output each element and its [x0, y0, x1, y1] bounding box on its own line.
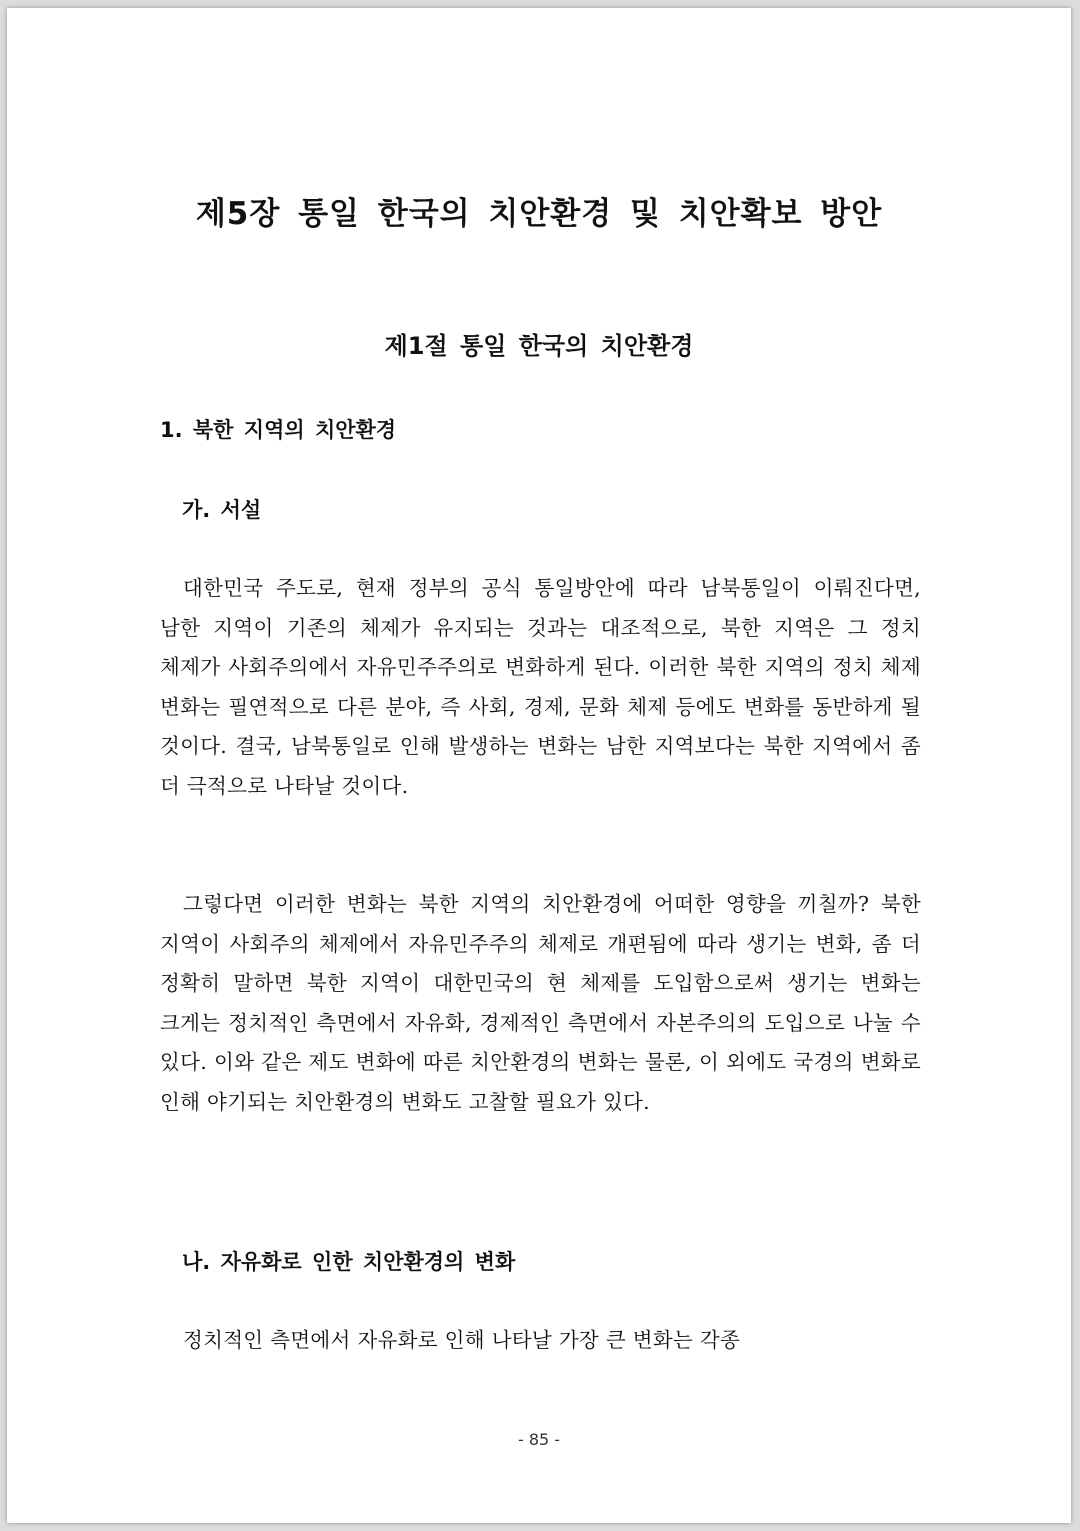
- paragraph-introduction-1: 대한민국 주도로, 현재 정부의 공식 통일방안에 따라 남북통일이 이뤄진다면, 남한 지역이 기존의 체제가 유지되는 것과는 대조적으로, 북한 지역은 그 정치 체제가 사회주의에서 자유민주주의로 변화하게 된다. 이러한 북한 지역의 정치 체제 변화는 필연적으로 다른 분야, 즉 사회, 경제, 문화 체제 등에도 변화를 동반하게 될 것이다. 결국, 남북통일로 인해 발생하는 변화는 남한 지역보다는 북한 지역에서 좀 더 극적으로 나타날 것이다.: [160, 576, 921, 798]
- heading-introduction: 가. 서설: [182, 498, 262, 522]
- heading-liberalization: 나. 자유화로 인한 치안환경의 변화: [182, 1250, 516, 1274]
- paragraph-liberalization: 정치적인 측면에서 자유화로 인해 나타날 가장 큰 변화는 각종: [183, 1328, 741, 1352]
- heading-north-korea-security: 1. 북한 지역의 치안환경: [160, 418, 397, 442]
- page-number: - 85 -: [517, 1430, 561, 1449]
- section-title: 제1절 통일 한국의 치안환경: [384, 332, 694, 360]
- chapter-title: 제5장 통일 한국의 치안환경 및 치안확보 방안: [195, 196, 883, 232]
- paragraph-introduction-2: 그렇다면 이러한 변화는 북한 지역의 치안환경에 어떠한 영향을 끼칠까? 북한 지역이 사회주의 체제에서 자유민주주의 체제로 개편됨에 따라 생기는 변화, 좀 더 정확히 말하면 북한 지역이 대한민국의 현 체제를 도입함으로써 생기는 변화는 크게는 정치적인 측면에서 자유화, 경제적인 측면에서 자본주의의 도입으로 나눌 수 있다. 이와 같은 제도 변화에 따른 치안환경의 변화는 물론, 이 외에도 국경의 변화로 인해 야기되는 치안환경의 변화도 고찰할 필요가 있다.: [160, 892, 921, 1114]
- document-page: [7, 8, 1071, 1523]
